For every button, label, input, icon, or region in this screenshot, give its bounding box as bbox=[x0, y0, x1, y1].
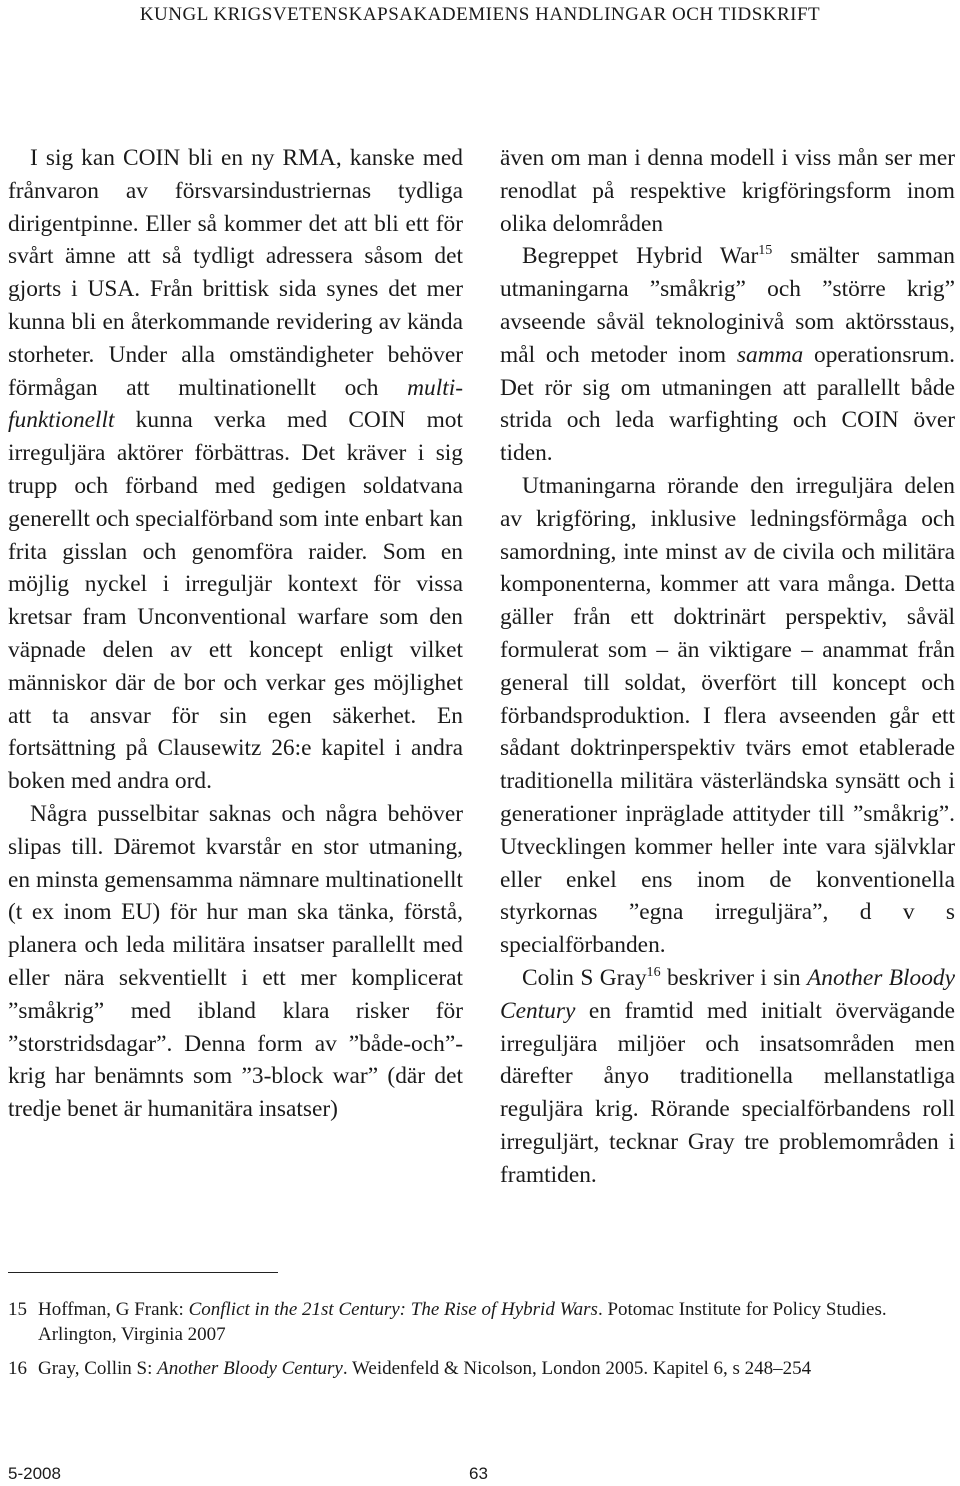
right-paragraph-1: även om man i denna modell i viss mån ser mer renodlat på respektive krigföringsform inom olika delområden bbox=[500, 145, 955, 237]
issue-number: 5-2008 bbox=[8, 1464, 61, 1483]
footnote-ref-16: 16 bbox=[646, 964, 661, 981]
page-number: 63 bbox=[469, 1464, 488, 1483]
right-column bbox=[500, 142, 955, 1192]
right-paragraph-3: Utmaningarna rörande den irreguljära delen av krigföring, inklusive ledningsförmåga och samordning, inte minst av de civila och militära komponenterna, kommer att vara många. Detta gäller från ett doktrinärt perspektiv, såväl formulerat som – än viktigare – anammat från general till soldat, överfört till koncept och förbandsproduktion. I flera avseenden går ett sådant doktrinperspektiv tvärs emot etablerade traditionella militära västerländska synsätt och i generationer inpräglade attityder till ”småkrig”. Utvecklingen kommer heller inte vara självklar eller enkel ens inom de konventionella styrkornas ”egna irreguljära”, d v s specialförbanden. bbox=[500, 472, 955, 959]
left-column bbox=[8, 142, 463, 1126]
footnote-ref-15: 15 bbox=[758, 242, 773, 259]
running-header: KUNGL KRIGSVETENSKAPSAKADEMIENS HANDLINGAR OCH TIDSKRIFT bbox=[139, 4, 821, 25]
footnote-16: 16 Gray, Collin S: Another Bloody Century. Weidenfeld & Nicolson, London 2005. Kapitel 6, s 248–254 bbox=[8, 1358, 812, 1379]
footnotes bbox=[8, 1297, 953, 1390]
footnote-divider bbox=[8, 1272, 278, 1273]
footnote-15: 15 Hoffman, G Frank: Conflict in the 21st Century: The Rise of Hybrid Wars. Potomac Institute for Policy Studies. Arlington, Virginia 2007 bbox=[8, 1299, 887, 1345]
right-paragraph-2: Begreppet Hybrid War$^{15}$ smälter samman utmaningarna ”småkrig” och ”större krig” avseende såväl teknologinivå som aktörsstaus, mål och metoder inom samma operationsrum. Det rör sig om utmaningen att parallellt både strida och leda warfighting och COIN över tiden. bbox=[500, 242, 955, 467]
left-paragraph-2: Några pusselbitar saknas och några behöver slipas till. Däremot kvarstår en stor utmaning, en minsta gemensamma nämnare multinationellt (t ex inom EU) för hur man ska tänka, förstå, planera och leda militära insatser parallellt med eller nära sekventiellt i ett mer komplicerat ”småkrig” med ibland klara risker för ”storstridsdagar”. Denna form av ”både-och”-krig har benämnts som ”3-block war” (där det tredje benet är humanitära insatser) bbox=[8, 800, 463, 1123]
left-paragraph-1: I sig kan COIN bli en ny RMA, kanske med frånvaron av försvarsindustriernas tydliga dirigentpinne. Eller så kommer det att bli ett för svårt ämne att så tydligt adressera såsom det gjorts i USA. Från brittisk sida synes det mer kunna bli en återkommande revidering av kända storheter. Under alla omständigheter behöver förmågan att multinationellt och multifunktionellt kunna verka med COIN mot irreguljära aktörer förbättras. Det kräver i sig trupp och förband med gedigen soldatvana generellt och specialförband som inte enbart kan frita gisslan och genomföra raider. Som en möjlig nyckel i irreguljär kontext för vissa kretsar fram Unconventional warfare som den väpnade delen av ett koncept enligt vilket människor där de bor och verkar ges möjlighet att ta ansvar för sin egen säkerhet. En fortsättning på Clausewitz 26:e kapitel i andra boken med andra ord. bbox=[8, 145, 463, 795]
right-paragraph-4: Colin S Gray$^{16}$ beskriver i sin Another Bloody Century en framtid med initialt övervägande irreguljära miljöer och insatsområden men därefter ånyo traditionella mellanstatliga reguljära krig. Rörande specialförbandens roll irreguljärt, tecknar Gray tre problemområden i framtiden. bbox=[500, 964, 955, 1188]
